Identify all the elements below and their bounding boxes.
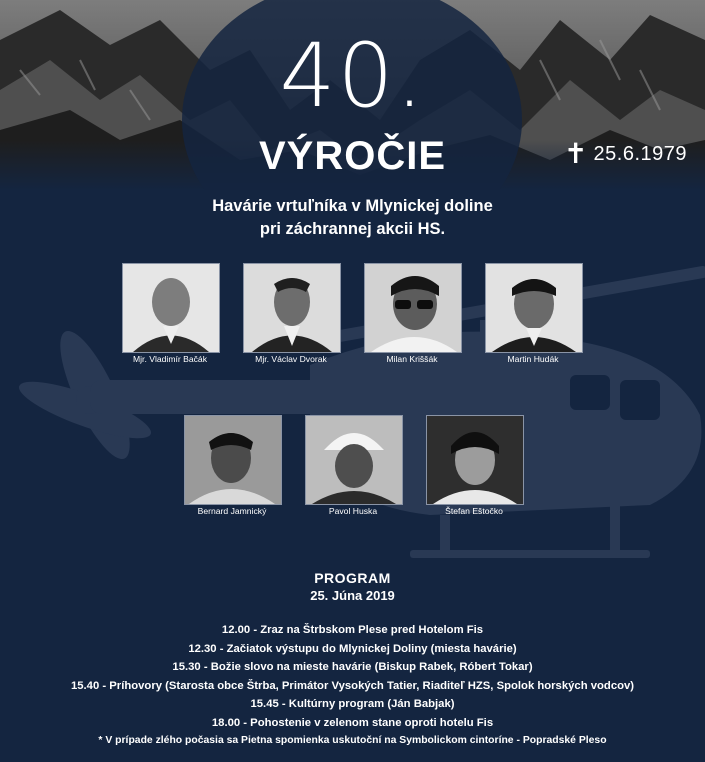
person-name: Mjr. Václav Dvorak — [255, 354, 327, 364]
portrait-photo — [122, 263, 220, 353]
subtitle-line-2: pri záchrannej akcii HS. — [259, 220, 446, 238]
portrait-photo — [364, 263, 462, 353]
program-title: PROGRAM — [314, 570, 391, 586]
anniversary-title: VÝROČIE — [258, 134, 447, 178]
portrait-photo — [243, 263, 341, 353]
program-date: 25. Júna 2019 — [310, 588, 395, 603]
person-name: Bernard Jamnický — [197, 506, 267, 516]
portrait-photo — [184, 415, 282, 505]
schedule-item: 15.45 - Kultúrny program (Ján Babjak) — [250, 698, 455, 711]
schedule-item: 15.30 - Božie slovo na mieste havárie (Biskup Rabek, Róbert Tokar) — [172, 661, 533, 674]
person-name: Mjr. Vladimír Bačák — [132, 354, 208, 364]
schedule-item: 12.00 - Zraz na Štrbskom Plese pred Hotelom Fis — [221, 624, 484, 636]
schedule-item: 15.40 - Príhovory (Starosta obce Štrba, Primátor Vysokých Tatier, Riaditeľ HZS, Spolok horských vodcov) — [70, 679, 635, 692]
date-text: 25.6.1979 — [593, 142, 687, 165]
anniversary-number: 40. — [279, 24, 426, 127]
memorial-date — [564, 140, 687, 168]
subtitle-line-1: Havárie vrtuľníka v Mlynickej doline — [212, 197, 493, 215]
portrait-photo — [485, 263, 583, 353]
portrait-photo — [305, 415, 403, 505]
program-schedule — [0, 621, 705, 733]
event-subtitle — [0, 195, 705, 241]
portrait-photo — [426, 415, 524, 505]
person-name: Štefan Eštočko — [445, 506, 503, 516]
cross-icon: ✝ — [564, 138, 588, 169]
person-name: Martin Hudák — [507, 354, 559, 364]
schedule-item: 18.00 - Pohostenie v zelenom stane oproti hotelu Fis — [211, 716, 494, 729]
person-name: Pavol Huska — [328, 506, 378, 516]
weather-footnote: * V prípade zlého počasia sa Pietna spomienka uskutoční na Symbolickom cintoríne - Popradské Pleso — [98, 735, 607, 746]
schedule-item: 12.30 - Začiatok výstupu do Mlynickej Doliny (miesta havárie) — [188, 642, 517, 655]
person-name: Milan Kriššák — [386, 354, 438, 364]
